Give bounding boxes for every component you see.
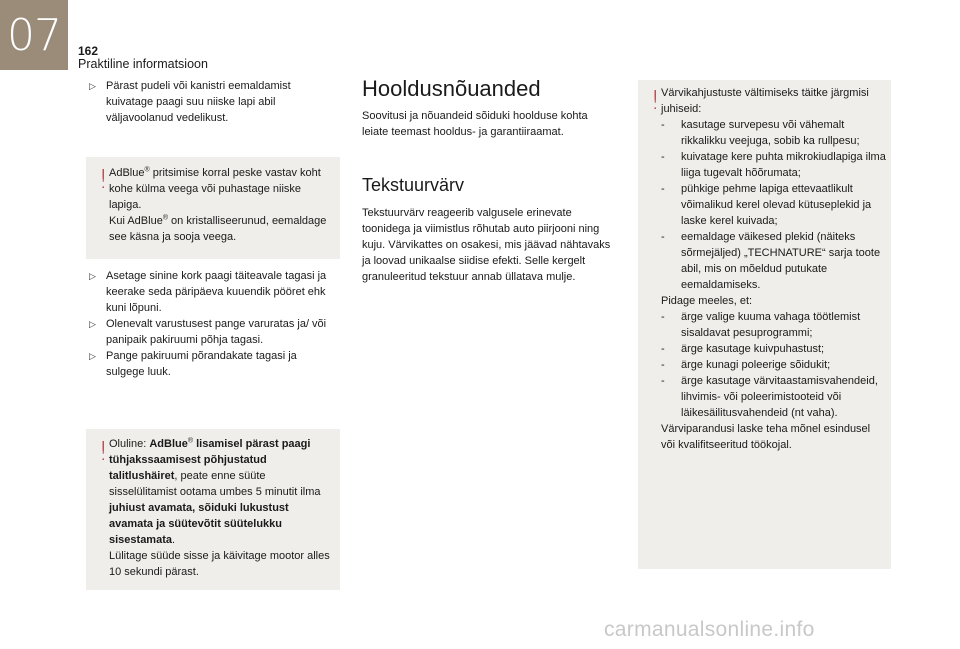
dont-list xyxy=(661,309,887,421)
body-paragraph: Tekstuurvärv reageerib valgusele erinevate toonidega ja viimistlus rõhutab auto piirjooni ning kuju. Värvikattes on osakesi, mis jäävad nähtavaks ja loovad unikaalse siidise efekti. Selle kergelt granuleeritud tekstuur annab üllatava mulje. xyxy=(362,207,611,283)
page-number: 162 xyxy=(78,44,99,58)
list-item: - ärge kunagi poleerige sõidukit; xyxy=(661,359,831,371)
list-item: - kasutage survepesu või vähemalt rikkalikku veejuga, sobib ka rullpesu; xyxy=(661,119,860,147)
list-item xyxy=(86,348,338,380)
note-intro: Värvikahjustuste vältimiseks täitke järgmisi juhiseid: xyxy=(661,87,869,115)
intro-bullet-block xyxy=(86,78,318,126)
note-remember: Pidage meeles, et: xyxy=(661,295,753,307)
exclamation-warning-icon: ! xyxy=(98,437,109,467)
triangle-bullet-icon: ▷ xyxy=(89,81,96,91)
list-item: - kuivatage kere puhta mikrokiudlapiga ilma liiga tugevalt hõõrumata; xyxy=(661,151,886,179)
intro-paragraph: Soovitusi ja nõuandeid sõiduki hoolduse kohta leiate teemast hooldus- ja garantiiraamat. xyxy=(362,110,588,138)
paint-care-note xyxy=(638,80,891,569)
list-item-text: Pange pakiruumi põrandakate tagasi ja sulgege luuk. xyxy=(106,350,297,378)
list-item-text: Pärast pudeli või kanistri eemaldamist kuivatage paagi suu niiske lapi abil väljavoolanud vedelikust. xyxy=(106,80,291,124)
section-title: Praktiline informatsioon xyxy=(78,57,208,71)
watermark: carmanualsonline.info xyxy=(604,618,815,641)
note-closing: Värviparandusi laske teha mõnel esindusel või kvalifitseeritud töökojal. xyxy=(661,423,871,451)
triangle-bullet-icon: ▷ xyxy=(89,351,96,361)
triangle-bullet-icon: ▷ xyxy=(89,271,96,281)
list-item xyxy=(86,268,338,316)
list-item: - ärge valige kuuma vahaga töötlemist sisaldavat pesuprogrammi; xyxy=(661,311,861,339)
list-item: - eemaldage väikesed plekid (näiteks sõrmejäljed) „TECHNATURE“ sarja toote abil, mis on mõeldud putukate eemaldamiseks. xyxy=(661,231,881,291)
warning-note xyxy=(86,157,340,259)
note-paragraph: AdBlue® pritsimise korral peske vastav koht kohe külma veega või puhastage niiske lapiga. xyxy=(109,166,321,211)
exclamation-warning-icon: ! xyxy=(650,86,661,116)
exclamation-warning-icon: ! xyxy=(98,165,109,195)
list-item: - pühkige pehme lapiga ettevaatlikult võimalikud kerel olevad kütuseplekid ja laske kerel kuivada; xyxy=(661,183,872,227)
important-note xyxy=(86,429,340,590)
list-item: - ärge kasutage kuivpuhastust; xyxy=(661,343,825,355)
note-paragraph: Kui AdBlue® on kristalliseerunud, eemaldage see käsna ja sooja veega. xyxy=(109,214,327,243)
note-paragraph: Oluline: AdBlue® lisamisel pärast paagi tühjakssaamisest põhjustatud talitlushäiret, peate enne süüte sisselülitamist ootama umbes 5 minutit ilma juhiust avamata, sõiduki lukustust avamata ja süütevõtit süütelukku sisestamata. xyxy=(109,437,321,546)
list-item xyxy=(86,316,338,348)
list-item xyxy=(86,78,318,126)
bullet-list xyxy=(86,268,338,380)
do-list xyxy=(661,117,887,293)
list-item-text: Asetage sinine kork paagi täiteavale tagasi ja keerake seda päripäeva kuuendik pööret ehk kuni lõpuni. xyxy=(106,270,327,314)
chapter-number: 07 xyxy=(0,0,68,70)
note-paragraph: Lülitage süüde sisse ja käivitage mootor alles 10 sekundi pärast. xyxy=(109,550,330,578)
page-heading: Hooldusnõuanded xyxy=(362,76,541,101)
triangle-bullet-icon: ▷ xyxy=(89,319,96,329)
list-item: - ärge kasutage värvitaastamisvahendeid, lihvimis- või poleerimistooteid või läikesäilitusvahendeid (nt vaha). xyxy=(661,375,878,419)
subheading: Tekstuurvärv xyxy=(362,175,465,195)
list-item-text: Olenevalt varustusest pange varuratas ja/ või panipaik pakiruumi põhja tagasi. xyxy=(106,318,327,346)
